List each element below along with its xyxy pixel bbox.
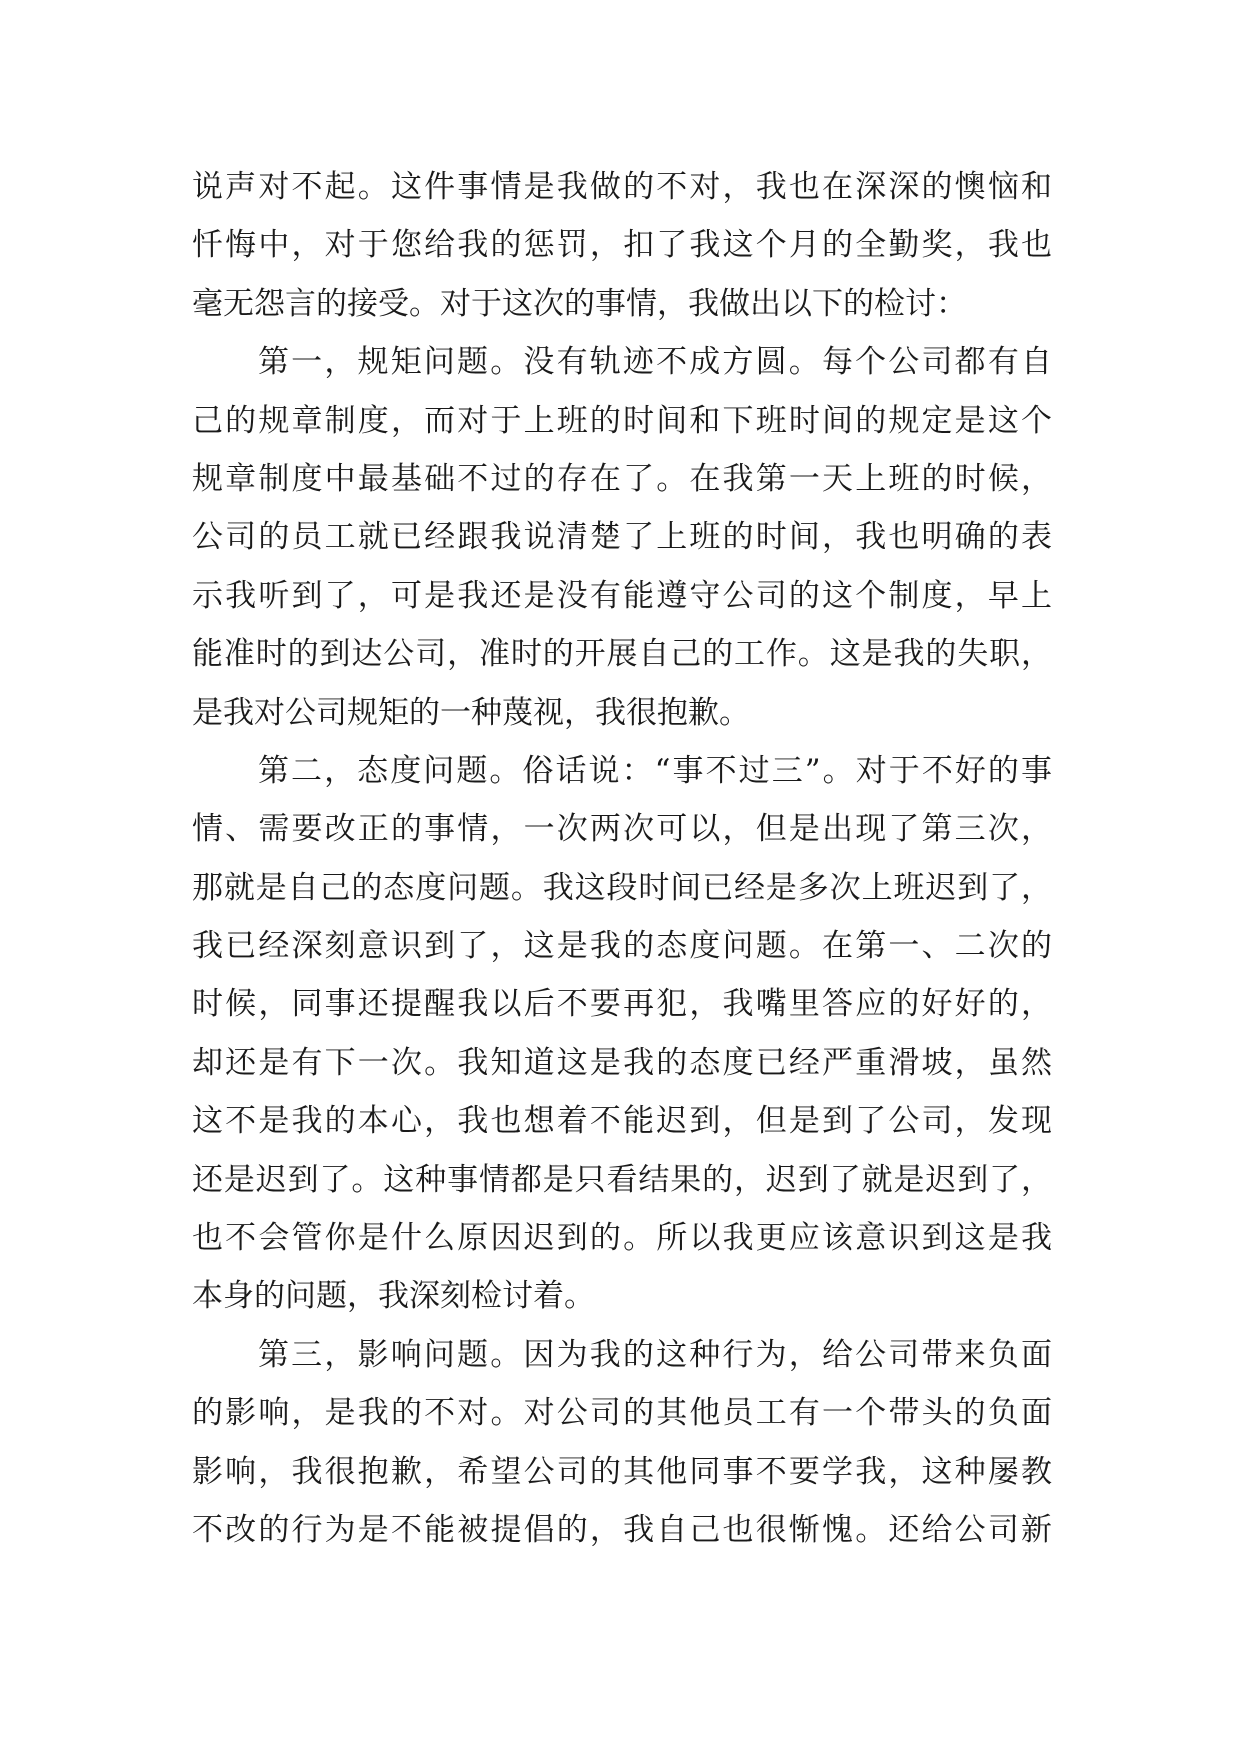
text-line: 己的规章制度，而对于上班的时间和下班时间的规定是这个 [192,402,1052,439]
text-line: 我已经深刻意识到了，这是我的态度问题。在第一、二次的 [192,928,1052,965]
text-line: 毫无怨言的接受。对于这次的事情，我做出以下的检讨： [192,285,967,322]
text-line: 情、需要改正的事情，一次两次可以，但是出现了第三次， [192,811,1052,848]
text-line: 还是迟到了。这种事情都是只看结果的，迟到了就是迟到了， [192,1161,1052,1198]
text-line: 能准时的到达公司，准时的开展自己的工作。这是我的失职， [192,636,1052,673]
text-line: 第一，规矩问题。没有轨迹不成方圆。每个公司都有自 [258,344,1052,381]
text-line: 时候，同事还提醒我以后不要再犯，我嘴里答应的好好的， [192,986,1052,1023]
text-line: 这不是我的本心，我也想着不能迟到，但是到了公司，发现 [192,1103,1052,1140]
text-line: 本身的问题，我深刻检讨着。 [192,1278,595,1315]
text-line: 示我听到了，可是我还是没有能遵守公司的这个制度，早上 [192,577,1052,614]
text-line: 说声对不起。这件事情是我做的不对，我也在深深的懊恼和 [192,169,1052,205]
text-line: 不改的行为是不能被提倡的，我自己也很惭愧。还给公司新 [192,1511,1052,1548]
text-line: 第二，态度问题。俗话说：“事不过三”。对于不好的事 [258,752,1052,789]
text-line: 却还是有下一次。我知道这是我的态度已经严重滑坡，虽然 [192,1044,1052,1081]
text-line: 公司的员工就已经跟我说清楚了上班的时间，我也明确的表 [192,519,1052,556]
text-line: 第三，影响问题。因为我的这种行为，给公司带来负面 [258,1336,1052,1373]
text-line: 忏悔中，对于您给我的惩罚，扣了我这个月的全勤奖，我也 [192,227,1052,264]
text-line: 的影响，是我的不对。对公司的其他员工有一个带头的负面 [192,1395,1052,1432]
text-line: 是我对公司规矩的一种蔑视，我很抱歉。 [192,694,750,731]
text-line: 影响，我很抱歉，希望公司的其他同事不要学我，这种屡教 [192,1453,1052,1490]
text-line: 规章制度中最基础不过的存在了。在我第一天上班的时候， [192,460,1052,497]
document-body [192,158,1052,1559]
text-line: 也不会管你是什么原因迟到的。所以我更应该意识到这是我 [192,1220,1052,1257]
text-line: 那就是自己的态度问题。我这段时间已经是多次上班迟到了， [192,869,1052,906]
